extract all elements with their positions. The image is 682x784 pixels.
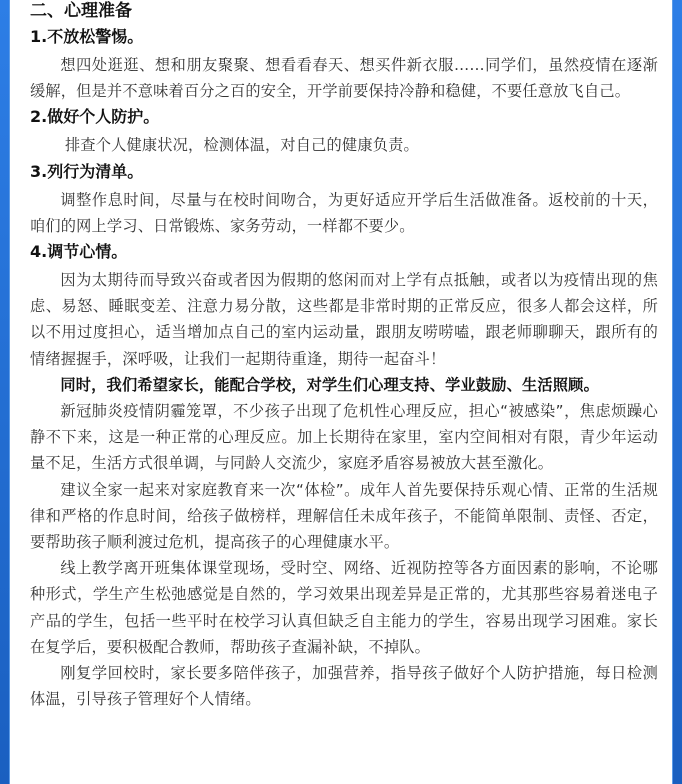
item-paragraph-2: 排查个人健康状况，检测体温，对自己的健康负责。 [64, 136, 419, 155]
parent-paragraph-3: 线上教学离开班集体课堂现场，受时空、网络、近视防控等各方面因素的影响，不论哪种形式，学生产生松弛感觉是自然的，学习效果出现差异是正常的，尤其那些容易着迷电子产品的学生，包括一些平时在校学习认真但缺乏自主能力的学生，容易出现学习困难。家长在复学后，要积极配合教师，帮助孩子查漏补缺，不掉队。 [30, 559, 658, 656]
right-border [672, 0, 682, 784]
parent-emphasis: 同时，我们希望家长，能配合学校，对学生们心理支持、学业鼓励、生活照顾。 [60, 375, 599, 394]
item-paragraph-4: 因为太期待而导致兴奋或者因为假期的悠闲而对上学有点抵触，或者以为疫情出现的焦虑、易怒、睡眠变差、注意力易分散，这些都是非常时期的正常反应，很多人都会这样，所以不用过度担心，适当增加点自己的室内运动量，跟朋友唠唠嗑，跟老师聊聊天，跟所有的情绪握握手，深呼吸，让我们一起期待重逢，期待一起奋斗！ [30, 271, 658, 368]
left-border [0, 0, 10, 784]
item-heading-1: 1.不放松警惕。 [30, 27, 144, 46]
article-frame [10, 0, 672, 784]
parent-paragraph-2: 建议全家一起来对家庭教育来一次“体检”。成年人首先要保持乐观心情、正常的生活规律和严格的作息时间，给孩子做榜样，理解信任未成年孩子，不能简单限制、责怪、否定，要帮助孩子顺利渡过危机，提高孩子的心理健康水平。 [30, 480, 658, 552]
parent-paragraph-1: 新冠肺炎疫情阴霾笼罩，不少孩子出现了危机性心理反应，担心“被感染”，焦虑烦躁心静不下来，这是一种正常的心理反应。加上长期待在家里，室内空间相对有限，青少年运动量不足，生活方式很单调，与同龄人交流少，家庭矛盾容易被放大甚至激化。 [30, 402, 658, 473]
item-heading-3: 3.列行为清单。 [30, 161, 144, 181]
item-paragraph-3: 调整作息时间，尽量与在校时间吻合，为更好适应开学后生活做准备。返校前的十天，咱们的网上学习、日常锻炼、家务劳动，一样都不要少。 [30, 190, 658, 235]
item-heading-4: 4.调节心情。 [30, 242, 128, 262]
section-title: 二、心理准备 [30, 1, 132, 21]
article-content [10, 0, 672, 712]
item-heading-2: 2.做好个人防护。 [30, 107, 160, 127]
parent-paragraph-4: 刚复学回校时，家长要多陪伴孩子，加强营养，指导孩子做好个人防护措施，每日检测体温，引导孩子管理好个人情绪。 [30, 664, 658, 709]
item-paragraph-1: 想四处逛逛、想和朋友聚聚、想看看春天、想买件新衣服……同学们，虽然疫情在逐渐缓解，但是并不意味着百分之百的安全，开学前要保持冷静和稳健，不要任意放飞自己。 [30, 56, 658, 101]
